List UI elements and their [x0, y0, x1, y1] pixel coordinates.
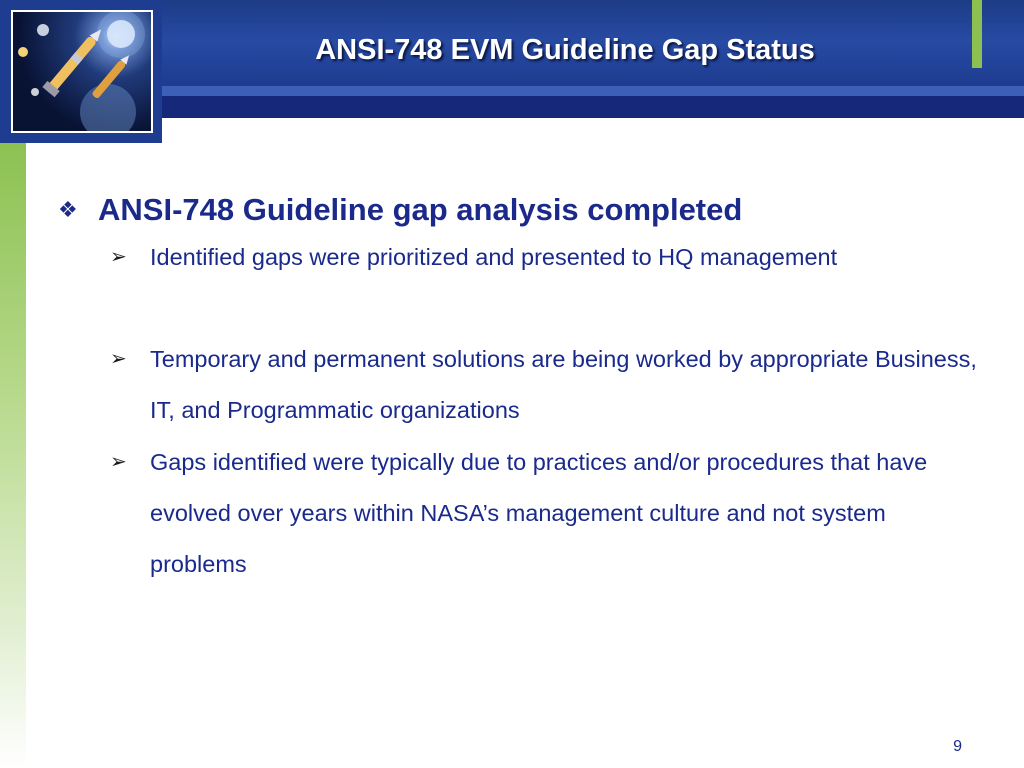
sub-bullet-text: Temporary and permanent solutions are being worked by appropriate Business, IT, and Programmatic organizations	[150, 346, 977, 423]
sub-bullet	[110, 437, 980, 590]
arrow-bullet-icon: ➢	[110, 451, 127, 473]
slide-title: ANSI-748 EVM Guideline Gap Status	[315, 34, 815, 66]
space-shuttle-logo-image	[11, 10, 153, 133]
left-accent-bar	[0, 143, 26, 768]
header-stripe	[160, 86, 1024, 96]
header-stripe-dark	[160, 96, 1024, 118]
sub-bullet-text: Gaps identified were typically due to practices and/or procedures that have evolved over years within NASA’s management culture and not system problems	[150, 449, 928, 577]
diamond-bullet-icon: ❖	[58, 197, 78, 222]
sub-bullet	[110, 232, 980, 334]
sub-bullet-text: Identified gaps were prioritized and presented to HQ management	[150, 244, 838, 270]
main-bullet-text: ANSI-748 Guideline gap analysis completed	[98, 192, 743, 227]
rocket-illustration-icon	[13, 12, 151, 131]
logo-frame	[0, 0, 162, 143]
page-number: 9	[953, 738, 962, 755]
arrow-bullet-icon: ➢	[110, 348, 127, 370]
sub-bullet	[110, 334, 980, 436]
main-bullet	[58, 190, 998, 230]
arrow-bullet-icon: ➢	[110, 246, 127, 268]
header-accent-bar	[972, 0, 982, 68]
